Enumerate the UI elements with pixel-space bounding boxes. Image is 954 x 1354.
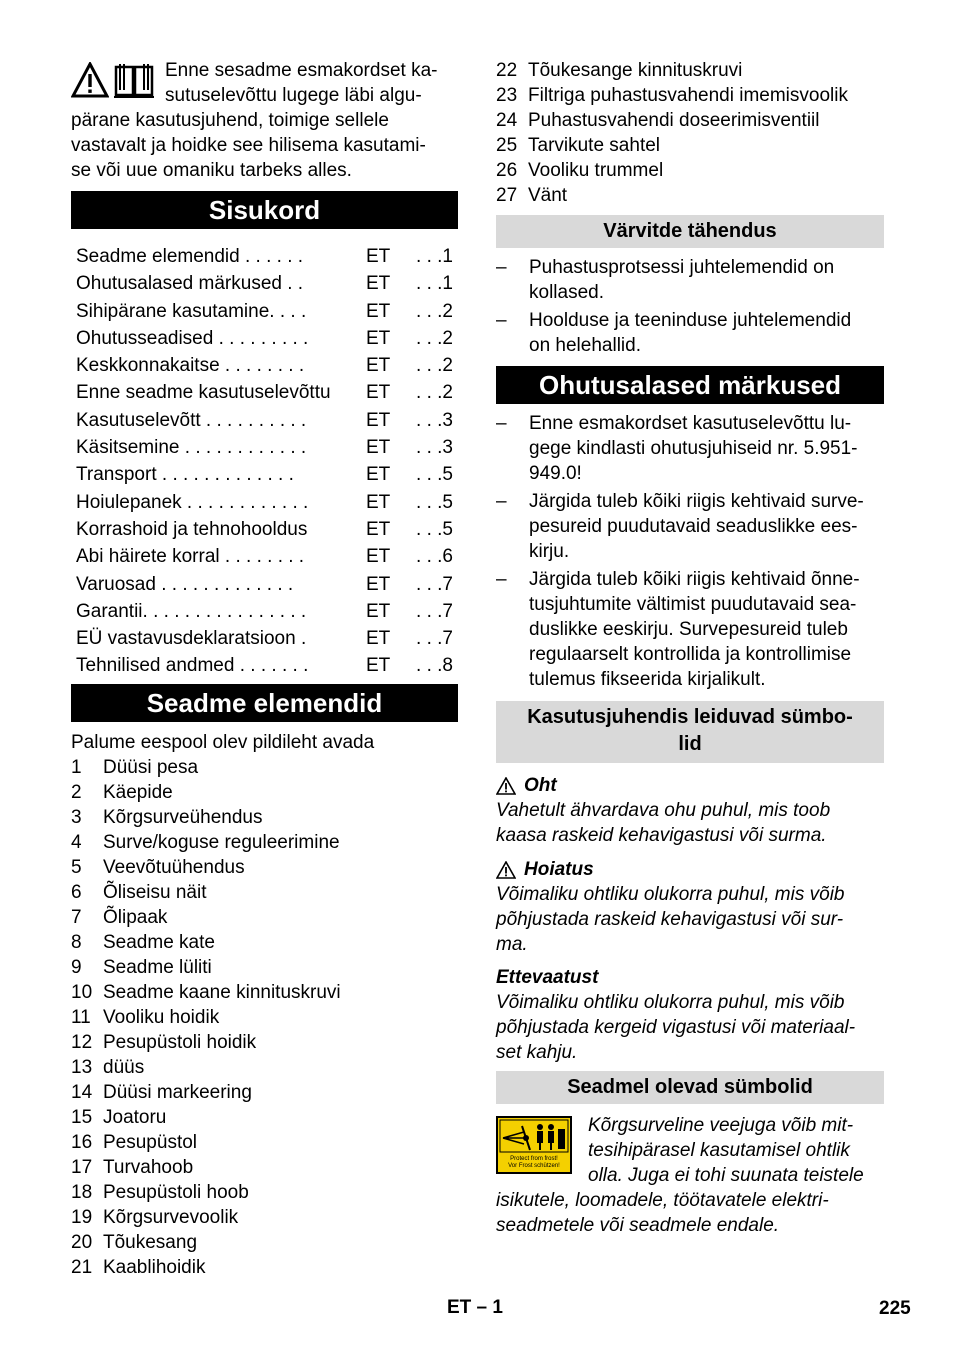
text-line: on helehallid. — [529, 335, 641, 356]
list-item-text: Pesupüstoli hoidik — [103, 1031, 257, 1053]
list-item-text: Seadme lüliti — [103, 956, 212, 978]
text-line: tusjuhtumite vältimist puudutavaid sea- — [529, 594, 857, 615]
toc-page: . . .8 — [416, 655, 453, 677]
list-item — [71, 955, 458, 980]
device-symbol-block — [496, 1113, 884, 1238]
footer-page-number: 225 — [879, 1298, 911, 1319]
danger-text — [496, 798, 884, 848]
list-item-number: 14 — [71, 1081, 93, 1103]
text-line: tulemus fikseerida kirjalikult. — [529, 669, 766, 690]
toc-row — [71, 571, 458, 598]
list-item — [496, 133, 884, 158]
text-line: Võimaliku ohtliku olukorra puhul, mis võib — [496, 992, 845, 1013]
list-item-text: Kõrgsurveühendus — [103, 806, 263, 828]
list-item — [71, 1230, 458, 1255]
left-column — [71, 58, 458, 1280]
list-item-number: 3 — [71, 806, 82, 828]
toc-title: EÜ vastavusdeklaratsioon . — [76, 628, 307, 650]
list-item-number: 23 — [496, 85, 518, 106]
toc-title: Abi häirete korral . . . . . . . . — [76, 546, 305, 568]
elements-list — [71, 755, 458, 1280]
toc-row — [71, 298, 458, 325]
toc-row — [71, 352, 458, 379]
toc-title: Varuosad . . . . . . . . . . . . . — [76, 573, 294, 595]
toc-page: . . .7 — [416, 600, 453, 622]
list-item — [71, 780, 458, 805]
elements-list-continued — [496, 58, 884, 208]
text-line: kaasa raskeid kehavigastusi või surma. — [496, 825, 827, 846]
list-item — [71, 905, 458, 930]
warning-triangle-icon — [71, 62, 109, 98]
list-item-number: 25 — [496, 135, 518, 156]
list-item — [71, 880, 458, 905]
text-line: pesureid puudutavaid seaduslikke ees- — [529, 516, 858, 537]
list-item-text: Õliseisu näit — [103, 881, 207, 903]
dash-bullet: – — [496, 413, 507, 434]
list-item-text: Tarvikute sahtel — [528, 135, 661, 156]
list-item — [71, 830, 458, 855]
intro-line: sutuselevõttu lugege läbi algu- — [165, 85, 422, 106]
caution-text — [496, 990, 884, 1065]
list-item-number: 21 — [71, 1256, 93, 1278]
list-item — [71, 980, 458, 1005]
toc-row — [71, 434, 458, 461]
toc-lang: ET — [366, 546, 391, 568]
text-line: olla. Juga ei tohi suunata teistele — [588, 1165, 864, 1186]
toc-page: . . .5 — [416, 491, 453, 513]
toc-heading: Sisukord — [71, 191, 458, 229]
list-item-text: Seadme kate — [103, 931, 215, 953]
list-item-number: 1 — [71, 756, 82, 778]
safety-heading: Ohutusalased märkused — [496, 366, 884, 404]
toc-row — [71, 461, 458, 488]
text-line: põhjustada kergeid vigastusi või materiaal- — [496, 1017, 856, 1038]
toc-lang: ET — [366, 327, 391, 349]
list-item — [496, 308, 884, 358]
list-item — [496, 489, 884, 564]
intro-block — [71, 58, 458, 183]
list-item — [71, 1255, 458, 1280]
list-item — [71, 1055, 458, 1080]
danger-title — [496, 773, 884, 798]
toc-title: Enne seadme kasutuselevõttu — [76, 382, 331, 404]
intro-line: se või uue omaniku tarbeks alles. — [71, 160, 352, 181]
list-item-text: düüs — [103, 1056, 145, 1078]
symbol-label-de: Vor Frost schützen! — [508, 1163, 560, 1169]
high-pressure-jet-warning-icon — [496, 1116, 572, 1174]
toc-title: Korrashoid ja tehnohooldus — [76, 518, 308, 540]
toc-lang: ET — [366, 600, 391, 622]
list-item-text: Veevõtuühendus — [103, 856, 245, 878]
list-item — [71, 1105, 458, 1130]
text-line: regulaarselt kontrollida ja kontrollimise — [529, 644, 852, 665]
list-item — [71, 1155, 458, 1180]
list-item-text: Tõukesange kinnituskruvi — [528, 60, 743, 81]
list-item — [71, 1130, 458, 1155]
list-item-text: Õlipaak — [103, 906, 168, 928]
toc-row — [71, 379, 458, 406]
list-item — [496, 108, 884, 133]
dash-bullet: – — [496, 491, 507, 512]
elements-heading: Seadme elemendid — [71, 684, 458, 722]
list-item-text: Düüsi pesa — [103, 756, 199, 778]
warning-title — [496, 857, 884, 882]
toc-page: . . .1 — [416, 273, 453, 295]
warning-text — [496, 882, 884, 957]
toc-page: . . .2 — [416, 327, 453, 349]
list-item — [71, 855, 458, 880]
toc-page: . . .7 — [416, 573, 453, 595]
list-item-text: Seadme kaane kinnituskruvi — [103, 981, 341, 1003]
colors-list — [496, 255, 884, 358]
text-line: põhjustada raskeid kehavigastusi või sur- — [496, 909, 844, 930]
toc-lang: ET — [366, 655, 391, 677]
list-item-text — [529, 308, 851, 358]
list-item-number: 24 — [496, 110, 518, 131]
text-line: ma. — [496, 934, 528, 955]
list-item — [496, 183, 884, 208]
list-item-text — [529, 255, 834, 305]
list-item — [71, 1030, 458, 1055]
list-item — [71, 1005, 458, 1030]
text-line: Hoolduse ja teeninduse juhtelemendid — [529, 310, 852, 331]
toc-lang: ET — [366, 573, 391, 595]
list-item-number: 19 — [71, 1206, 93, 1228]
toc-row — [71, 543, 458, 570]
text-line: Võimaliku ohtliku olukorra puhul, mis võib — [496, 884, 845, 905]
list-item-text: Joatoru — [103, 1106, 167, 1128]
toc-page: . . .3 — [416, 437, 453, 459]
toc-row — [71, 243, 458, 270]
list-item — [496, 255, 884, 305]
toc-page: . . .1 — [416, 246, 453, 267]
toc-title: Kasutuselevõtt . . . . . . . . . . — [76, 409, 307, 431]
toc-row — [71, 325, 458, 352]
list-item — [71, 1080, 458, 1105]
list-item-number: 20 — [71, 1231, 93, 1253]
list-item-number: 9 — [71, 956, 82, 978]
text-line: set kahju. — [496, 1042, 578, 1063]
toc-row — [71, 516, 458, 543]
list-item — [496, 158, 884, 183]
toc-row — [71, 270, 458, 297]
list-item-number: 12 — [71, 1031, 93, 1053]
toc-title: Tehnilised andmed . . . . . . . — [76, 655, 309, 677]
list-item-text: Vänt — [528, 185, 568, 206]
list-item-number: 16 — [71, 1131, 93, 1153]
toc-lang: ET — [366, 491, 391, 513]
caution-title-text: Ettevaatust — [496, 967, 599, 988]
text-line: Enne esmakordset kasutuselevõttu lu- — [529, 413, 852, 434]
list-item-number: 2 — [71, 781, 82, 803]
list-item — [496, 411, 884, 486]
list-item-number: 6 — [71, 881, 82, 903]
list-item-number: 18 — [71, 1181, 93, 1203]
toc-page: . . .5 — [416, 464, 453, 486]
list-item-number: 17 — [71, 1156, 93, 1178]
text-line: tesihipärasel kasutamisel ohtlik — [588, 1140, 850, 1161]
list-item-text: Pesupüstol — [103, 1131, 198, 1153]
right-column — [496, 58, 884, 1238]
toc-lang: ET — [366, 355, 391, 377]
text-line: Järgida tuleb kõiki riigis kehtivaid õnne- — [529, 569, 860, 590]
footer-section-label: ET – 1 — [447, 1297, 503, 1318]
text-line: 949.0! — [529, 463, 582, 484]
list-item — [71, 930, 458, 955]
toc-lang: ET — [366, 300, 391, 322]
toc-lang: ET — [366, 518, 391, 540]
list-item-text: Käepide — [103, 781, 173, 803]
toc-page: . . .2 — [416, 300, 453, 322]
dash-bullet: – — [496, 310, 507, 331]
list-item-text: Tõukesang — [103, 1231, 198, 1253]
symbols-heading-line2: lid — [678, 733, 702, 755]
table-of-contents — [71, 243, 458, 680]
warning-triangle-small-icon — [496, 777, 516, 795]
list-item-number: 10 — [71, 981, 93, 1003]
toc-row — [71, 625, 458, 652]
device-symbols-heading: Seadmel olevad sümbolid — [496, 1071, 884, 1104]
toc-page: . . .2 — [416, 355, 453, 377]
list-item — [71, 1205, 458, 1230]
text-line: seadmetele või seadmele endale. — [496, 1215, 780, 1236]
list-item — [496, 567, 884, 692]
toc-title: Hoiulepanek . . . . . . . . . . . . — [76, 491, 309, 513]
list-item — [496, 58, 884, 83]
toc-lang: ET — [366, 464, 391, 486]
list-item — [71, 1180, 458, 1205]
toc-page: . . .6 — [416, 546, 453, 568]
danger-title-text: Oht — [524, 775, 557, 796]
text-line: Järgida tuleb kõiki riigis kehtivaid surve- — [529, 491, 864, 512]
list-item — [71, 755, 458, 780]
text-line: Kõrgsurveline veejuga võib mit- — [588, 1115, 854, 1136]
list-item-number: 15 — [71, 1106, 93, 1128]
list-item-number: 7 — [71, 906, 82, 928]
symbol-label-en: Protect from frost! — [510, 1156, 558, 1162]
list-item-text: Kaablihoidik — [103, 1256, 206, 1278]
toc-title: Transport . . . . . . . . . . . . . — [76, 464, 294, 486]
toc-lang: ET — [366, 409, 391, 431]
safety-list — [496, 411, 884, 692]
list-item-text — [529, 567, 860, 692]
list-item-text: Turvahoob — [103, 1156, 194, 1178]
caution-title — [496, 965, 884, 990]
text-line: isikutele, loomadele, töötavatele elektri- — [496, 1190, 829, 1211]
toc-page: . . .7 — [416, 628, 453, 650]
toc-row — [71, 489, 458, 516]
toc-title: Garantii. . . . . . . . . . . . . . . . — [76, 600, 307, 622]
toc-title: Seadme elemendid . . . . . . — [76, 246, 304, 267]
list-item-text: Kõrgsurvevoolik — [103, 1206, 239, 1228]
toc-row — [71, 598, 458, 625]
toc-page: . . .2 — [416, 382, 453, 404]
toc-lang: ET — [366, 628, 391, 650]
toc-title: Keskkonnakaitse . . . . . . . . — [76, 355, 305, 377]
symbols-heading-line1: Kasutusjuhendis leiduvad sümbo- — [527, 706, 853, 728]
toc-row — [71, 652, 458, 679]
list-item-text — [529, 489, 864, 564]
list-item-number: 4 — [71, 831, 82, 853]
dash-bullet: – — [496, 569, 507, 590]
toc-page: . . .5 — [416, 518, 453, 540]
list-item-text: Vooliku trummel — [528, 160, 664, 181]
toc-lang: ET — [366, 437, 391, 459]
warning-title-text: Hoiatus — [524, 859, 594, 880]
toc-title: Ohutusseadised . . . . . . . . . — [76, 327, 309, 349]
toc-page: . . .3 — [416, 409, 453, 431]
toc-lang: ET — [366, 273, 391, 295]
toc-lang: ET — [366, 246, 391, 267]
list-item-number: 5 — [71, 856, 82, 878]
symbols-heading — [496, 701, 884, 763]
list-item-text: Düüsi markeering — [103, 1081, 252, 1103]
list-item-number: 11 — [71, 1006, 91, 1028]
list-item — [71, 805, 458, 830]
list-item-text: Filtriga puhastusvahendi imemisvoolik — [528, 85, 848, 106]
text-line: kirju. — [529, 541, 570, 562]
list-item-number: 8 — [71, 931, 82, 953]
list-item-text: Pesupüstoli hoob — [103, 1181, 249, 1203]
toc-row — [71, 407, 458, 434]
toc-title: Käsitsemine . . . . . . . . . . . . — [76, 437, 307, 459]
text-line: kollased. — [529, 282, 604, 303]
intro-icons — [71, 62, 155, 98]
list-item-number: 27 — [496, 185, 518, 206]
intro-line: pärane kasutusjuhend, toimige sellele — [71, 110, 389, 131]
list-item-text: Puhastusvahendi doseerimisventiil — [528, 110, 820, 131]
list-item-number: 13 — [71, 1056, 93, 1078]
toc-title: Ohutusalased märkused . . — [76, 273, 304, 295]
list-item-number: 22 — [496, 60, 518, 81]
list-item-number: 26 — [496, 160, 518, 181]
manual-book-icon — [113, 62, 155, 98]
list-item-text — [529, 411, 858, 486]
list-item-text: Surve/koguse reguleerimine — [103, 831, 340, 853]
colors-heading: Värvitde tähendus — [496, 215, 884, 248]
text-line: Vahetult ähvardava ohu puhul, mis toob — [496, 800, 831, 821]
text-line: gege kindlasti ohutusjuhiseid nr. 5.951- — [529, 438, 858, 459]
toc-lang: ET — [366, 382, 391, 404]
elements-intro: Palume eespool olev pildileht avada — [71, 731, 375, 753]
list-item — [496, 83, 884, 108]
dash-bullet: – — [496, 257, 507, 278]
text-line: Puhastusprotsessi juhtelemendid on — [529, 257, 835, 278]
warning-triangle-small-icon — [496, 861, 516, 879]
intro-line: vastavalt ja hoidke see hilisema kasutami- — [71, 135, 426, 156]
intro-line: Enne sesadme esmakordset ka- — [165, 60, 438, 81]
toc-title: Sihipärane kasutamine. . . . — [76, 300, 307, 322]
list-item-text: Vooliku hoidik — [103, 1006, 220, 1028]
text-line: duslikke eeskirju. Survepesureid tuleb — [529, 619, 848, 640]
